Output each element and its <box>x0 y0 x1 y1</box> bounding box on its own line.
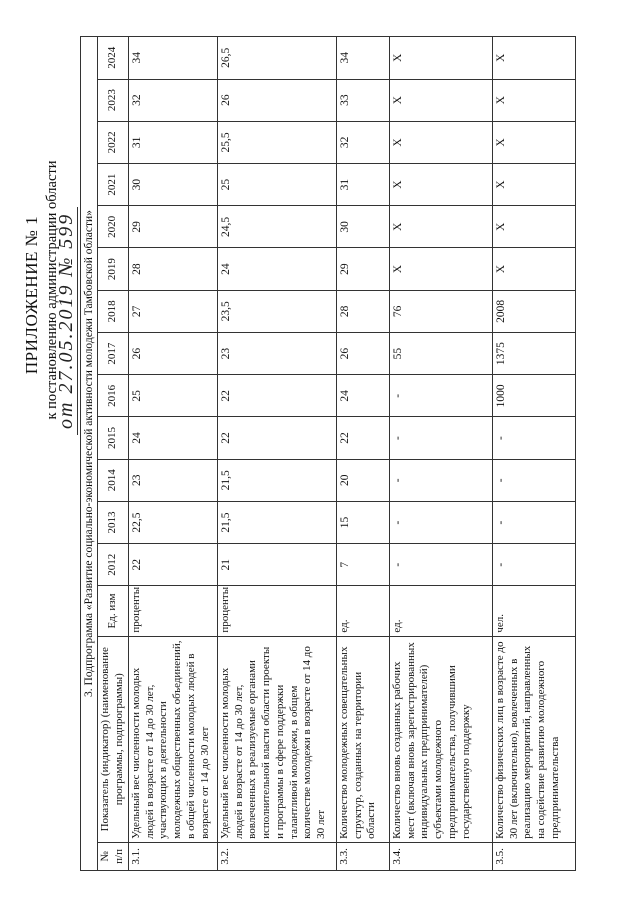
row-value: 21,5 <box>217 501 336 543</box>
row-number: 3.5. <box>492 842 575 870</box>
table-row <box>492 37 575 871</box>
row-value: - <box>389 544 492 586</box>
row-value: 32 <box>128 79 217 121</box>
row-value: - <box>492 544 575 586</box>
row-value: 30 <box>128 164 217 206</box>
row-number: 3.4. <box>389 842 492 870</box>
row-value: 25,5 <box>217 121 336 163</box>
row-value: X <box>492 248 575 290</box>
row-value: - <box>389 459 492 501</box>
table-row <box>389 37 492 871</box>
row-number: 3.3. <box>336 842 389 870</box>
row-value: X <box>389 37 492 80</box>
table-row <box>128 37 217 871</box>
row-number: 3.2. <box>217 842 336 870</box>
row-value: X <box>389 206 492 248</box>
row-value: X <box>492 164 575 206</box>
handwritten-text: от 27.05.2019 № 599 <box>55 207 78 435</box>
row-value: 55 <box>389 332 492 374</box>
header-year: 2019 <box>98 248 129 290</box>
table-header-row <box>98 37 129 871</box>
row-value: 34 <box>336 37 389 80</box>
row-value: 29 <box>128 206 217 248</box>
row-value: - <box>389 501 492 543</box>
row-unit: ед. <box>389 586 492 636</box>
table-row <box>217 37 336 871</box>
row-value: 23 <box>217 332 336 374</box>
header-year: 2014 <box>98 459 129 501</box>
row-value: 76 <box>389 290 492 332</box>
row-value: 22 <box>217 375 336 417</box>
row-unit: чел. <box>492 586 575 636</box>
row-value: 31 <box>128 121 217 163</box>
row-value: - <box>492 501 575 543</box>
row-value: X <box>389 164 492 206</box>
appendix-subtitle: к постановлению администрации области <box>44 160 60 420</box>
row-value: 34 <box>128 37 217 80</box>
row-value: 22,5 <box>128 501 217 543</box>
subprogram-title: 3. Подпрограмма «Развитие социально-экономической активности молодежи Тамбовской области» <box>81 37 98 871</box>
indicators-table <box>80 36 576 871</box>
row-value: 15 <box>336 501 389 543</box>
row-value: 22 <box>336 417 389 459</box>
header-year: 2023 <box>98 79 129 121</box>
row-value: 21,5 <box>217 459 336 501</box>
row-value: 24 <box>128 417 217 459</box>
row-value: 25 <box>217 164 336 206</box>
row-value: - <box>389 375 492 417</box>
row-value: 26 <box>128 332 217 374</box>
row-value: 1375 <box>492 332 575 374</box>
row-indicator: Количество молодежных совещательных структур, созданных на территории области <box>336 636 389 842</box>
row-value: 7 <box>336 544 389 586</box>
header-year: 2021 <box>98 164 129 206</box>
row-value: 26,5 <box>217 37 336 80</box>
header-year: 2015 <box>98 417 129 459</box>
row-value: - <box>389 417 492 459</box>
row-value: 33 <box>336 79 389 121</box>
row-indicator: Удельный вес численности молодых людей в возрасте от 14 до 30 лет, вовлеченных в реализуемые органами исполнительной власти области проекты и программы в сфере поддержки талантливой молодежи, в общем количестве молодежи в возрасте от 14 до 30 лет <box>217 636 336 842</box>
row-unit: ед. <box>336 586 389 636</box>
row-value: 22 <box>217 417 336 459</box>
row-value: 23,5 <box>217 290 336 332</box>
row-value: X <box>389 121 492 163</box>
row-indicator: Удельный вес численности молодых людей в возрасте от 14 до 30 лет, участвующих в деятельности молодежных общественных объединений, в общей численности молодых людей в возрасте от 14 до 30 лет <box>128 636 217 842</box>
row-value: 31 <box>336 164 389 206</box>
row-value: 26 <box>217 79 336 121</box>
header-year: 2012 <box>98 544 129 586</box>
header-num: № п/п <box>98 842 129 870</box>
row-value: X <box>492 79 575 121</box>
row-value: 22 <box>128 544 217 586</box>
header-year: 2018 <box>98 290 129 332</box>
row-value: 24 <box>217 248 336 290</box>
appendix-title: ПРИЛОЖЕНИЕ № 1 <box>22 215 41 375</box>
header-year: 2020 <box>98 206 129 248</box>
row-value: 24,5 <box>217 206 336 248</box>
row-value: X <box>492 206 575 248</box>
row-value: 24 <box>336 375 389 417</box>
row-value: 21 <box>217 544 336 586</box>
row-indicator: Количество вновь созданных рабочих мест (включая вновь зарегистрированных индивидуальных предпринимателей) субъектами молодежного предпринимательства, получившими государственную поддержку <box>389 636 492 842</box>
row-value: 25 <box>128 375 217 417</box>
row-value: X <box>492 37 575 80</box>
row-number: 3.1. <box>128 842 217 870</box>
row-value: X <box>389 79 492 121</box>
row-value: 29 <box>336 248 389 290</box>
header-year: 2022 <box>98 121 129 163</box>
row-value: 27 <box>128 290 217 332</box>
row-value: 26 <box>336 332 389 374</box>
row-value: 20 <box>336 459 389 501</box>
row-value: 2008 <box>492 290 575 332</box>
handwritten-date-number <box>55 55 78 435</box>
row-unit: проценты <box>217 586 336 636</box>
header-year: 2017 <box>98 332 129 374</box>
row-value: 28 <box>336 290 389 332</box>
header-year: 2013 <box>98 501 129 543</box>
row-value: 30 <box>336 206 389 248</box>
row-indicator: Количество физических лиц в возрасте до 30 лет (включительно), вовлеченных в реализацию мероприятий, направленных на содействие развитию молодежного предпринимательства <box>492 636 575 842</box>
header-indicator: Показатель (индикатор) (наименование программы, подпрограммы) <box>98 636 129 842</box>
row-value: 28 <box>128 248 217 290</box>
header-year: 2024 <box>98 37 129 80</box>
row-value: X <box>492 121 575 163</box>
header-unit: Ед. изм <box>98 586 129 636</box>
row-value: X <box>389 248 492 290</box>
row-value: 1000 <box>492 375 575 417</box>
row-value: 23 <box>128 459 217 501</box>
row-value: 32 <box>336 121 389 163</box>
row-value: - <box>492 459 575 501</box>
row-value: - <box>492 417 575 459</box>
header-year: 2016 <box>98 375 129 417</box>
table-row <box>336 37 389 871</box>
row-unit: проценты <box>128 586 217 636</box>
